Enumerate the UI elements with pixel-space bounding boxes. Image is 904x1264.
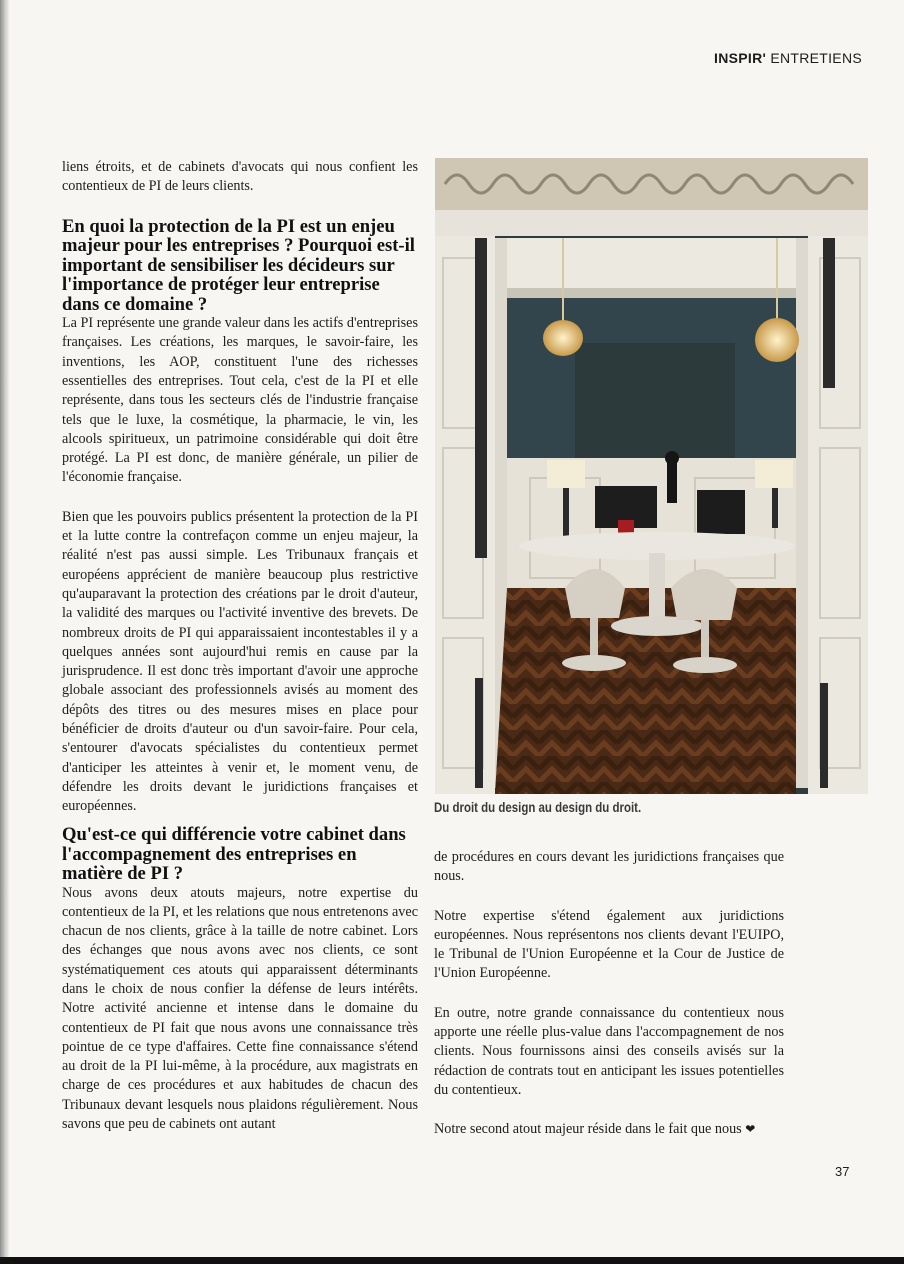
section-name: ENTRETIENS (766, 50, 862, 66)
magazine-brand: INSPIR' (714, 50, 767, 66)
answer-2-paragraph-1: Nous avons deux atouts majeurs, notre expertise du contentieux de la PI, et les relations que nous entretenons avec chacun de nos clients, grâce à la taille de notre cabinet. Lors des échanges que nous avons avec nos clients, ce sont systématiquement ces atouts qui apparaissent déterminants dans le choix de nous confier la défense de leurs intérêts. Notre activité ancienne et intense dans le domaine du contentieux de PI fait que nous avons une connaissance très pointue de ce type d'affaires. Cette fine connaissance s'étend au droit de la PI lui-même, à la procédure, aux magistrats en charge de ces procédures et aux habitudes de chacun des Tribunaux devant lesquels nous plaidons régulièrement. Nous savons que peu de cabinets ont autant (62, 884, 418, 1133)
left-column-top (62, 158, 418, 817)
right-paragraph-2: Notre expertise s'étend également aux juridictions européennes. Nous représentons nos clients devant l'EUIPO, le Tribunal de l'Union Européenne et la Cour de Justice de l'Union Européenne. (434, 907, 784, 982)
question-2-heading: Qu'est-ce qui différencie votre cabinet dans l'accompagnement des entreprises en matière de PI ? (62, 824, 406, 884)
photo-caption: Du droit du design au design du droit. (434, 800, 642, 815)
right-paragraph-3: En outre, notre grande connaissance du contentieux nous apporte une réelle plus-value dans l'accompagnement de nos clients. Nous fournissons ainsi des conseils avisés sur la rédaction de contrats tout en anticipant les issues potentielles du contentieux. (434, 1004, 784, 1098)
continue-arrow-icon: ❤ (745, 1122, 756, 1137)
right-column (434, 848, 784, 1140)
section-header (714, 50, 862, 66)
question-1-heading: En quoi la protection de la PI est un enjeu majeur pour les entreprises ? Pourquoi est-il important de sensibiliser les décideurs sur l'importance de protéger leur entreprise dans ce domaine ? (62, 215, 415, 315)
right-paragraph-4-text: Notre second atout majeur réside dans le fait que nous (434, 1121, 742, 1138)
office-interior-image (435, 158, 868, 794)
right-paragraph-1: de procédures en cours devant les juridictions françaises que nous. (434, 849, 784, 885)
left-column-bottom (62, 825, 418, 1134)
page-number: 37 (835, 1164, 850, 1179)
answer-1-paragraph-2: Bien que les pouvoirs publics présentent la protection de la PI et la lutte contre la contrefaçon comme un enjeu majeur, la réalité n'est pas aussi simple. Les Tribunaux français et européens apprécient de manière beaucoup plus restrictive qu'auparavant la protection des créations par le droit d'auteur, la validité des marques ou l'activité inventive des brevets. De nombreux droits de PI qui apparaissaient incontestables il y a quelques années sont aujourd'hui remis en cause par la jurisprudence. Il est donc très important d'avoir une approche globale associant des professionnels avisés au moment des dépôts des titres ou des mesures mises en place pour bénéficier de droits d'auteur ou d'un savoir-faire. Pour cela, s'entourer d'avocats spécialistes du contentieux permet d'anticiper les atteintes à venir et, le moment venu, de défendre les droits devant le juridictions françaises et européennes. (62, 508, 418, 815)
page-binding-edge (0, 0, 9, 1264)
right-paragraph-4 (434, 1120, 784, 1139)
answer-1-paragraph-1: La PI représente une grande valeur dans les actifs d'entreprises françaises. Les créations, les marques, le savoir-faire, les inventions, les AOP, constituent l'une des richesses essentielles des entreprises. Tout cela, c'est de la PI et elle représente, dans tous les secteurs clés de l'industrie française tels que le luxe, la cosmétique, la pharmacie, le vin, les alcools spiritueux, un patrimoine considérable qui doit être protégé. La PI est donc, de manière générale, un pilier de l'économie française. (62, 315, 418, 486)
intro-paragraph: liens étroits, et de cabinets d'avocats qui nous confient les contentieux de PI de leurs clients. (62, 159, 418, 195)
bottom-edge (0, 1257, 904, 1264)
office-photo (435, 158, 868, 794)
